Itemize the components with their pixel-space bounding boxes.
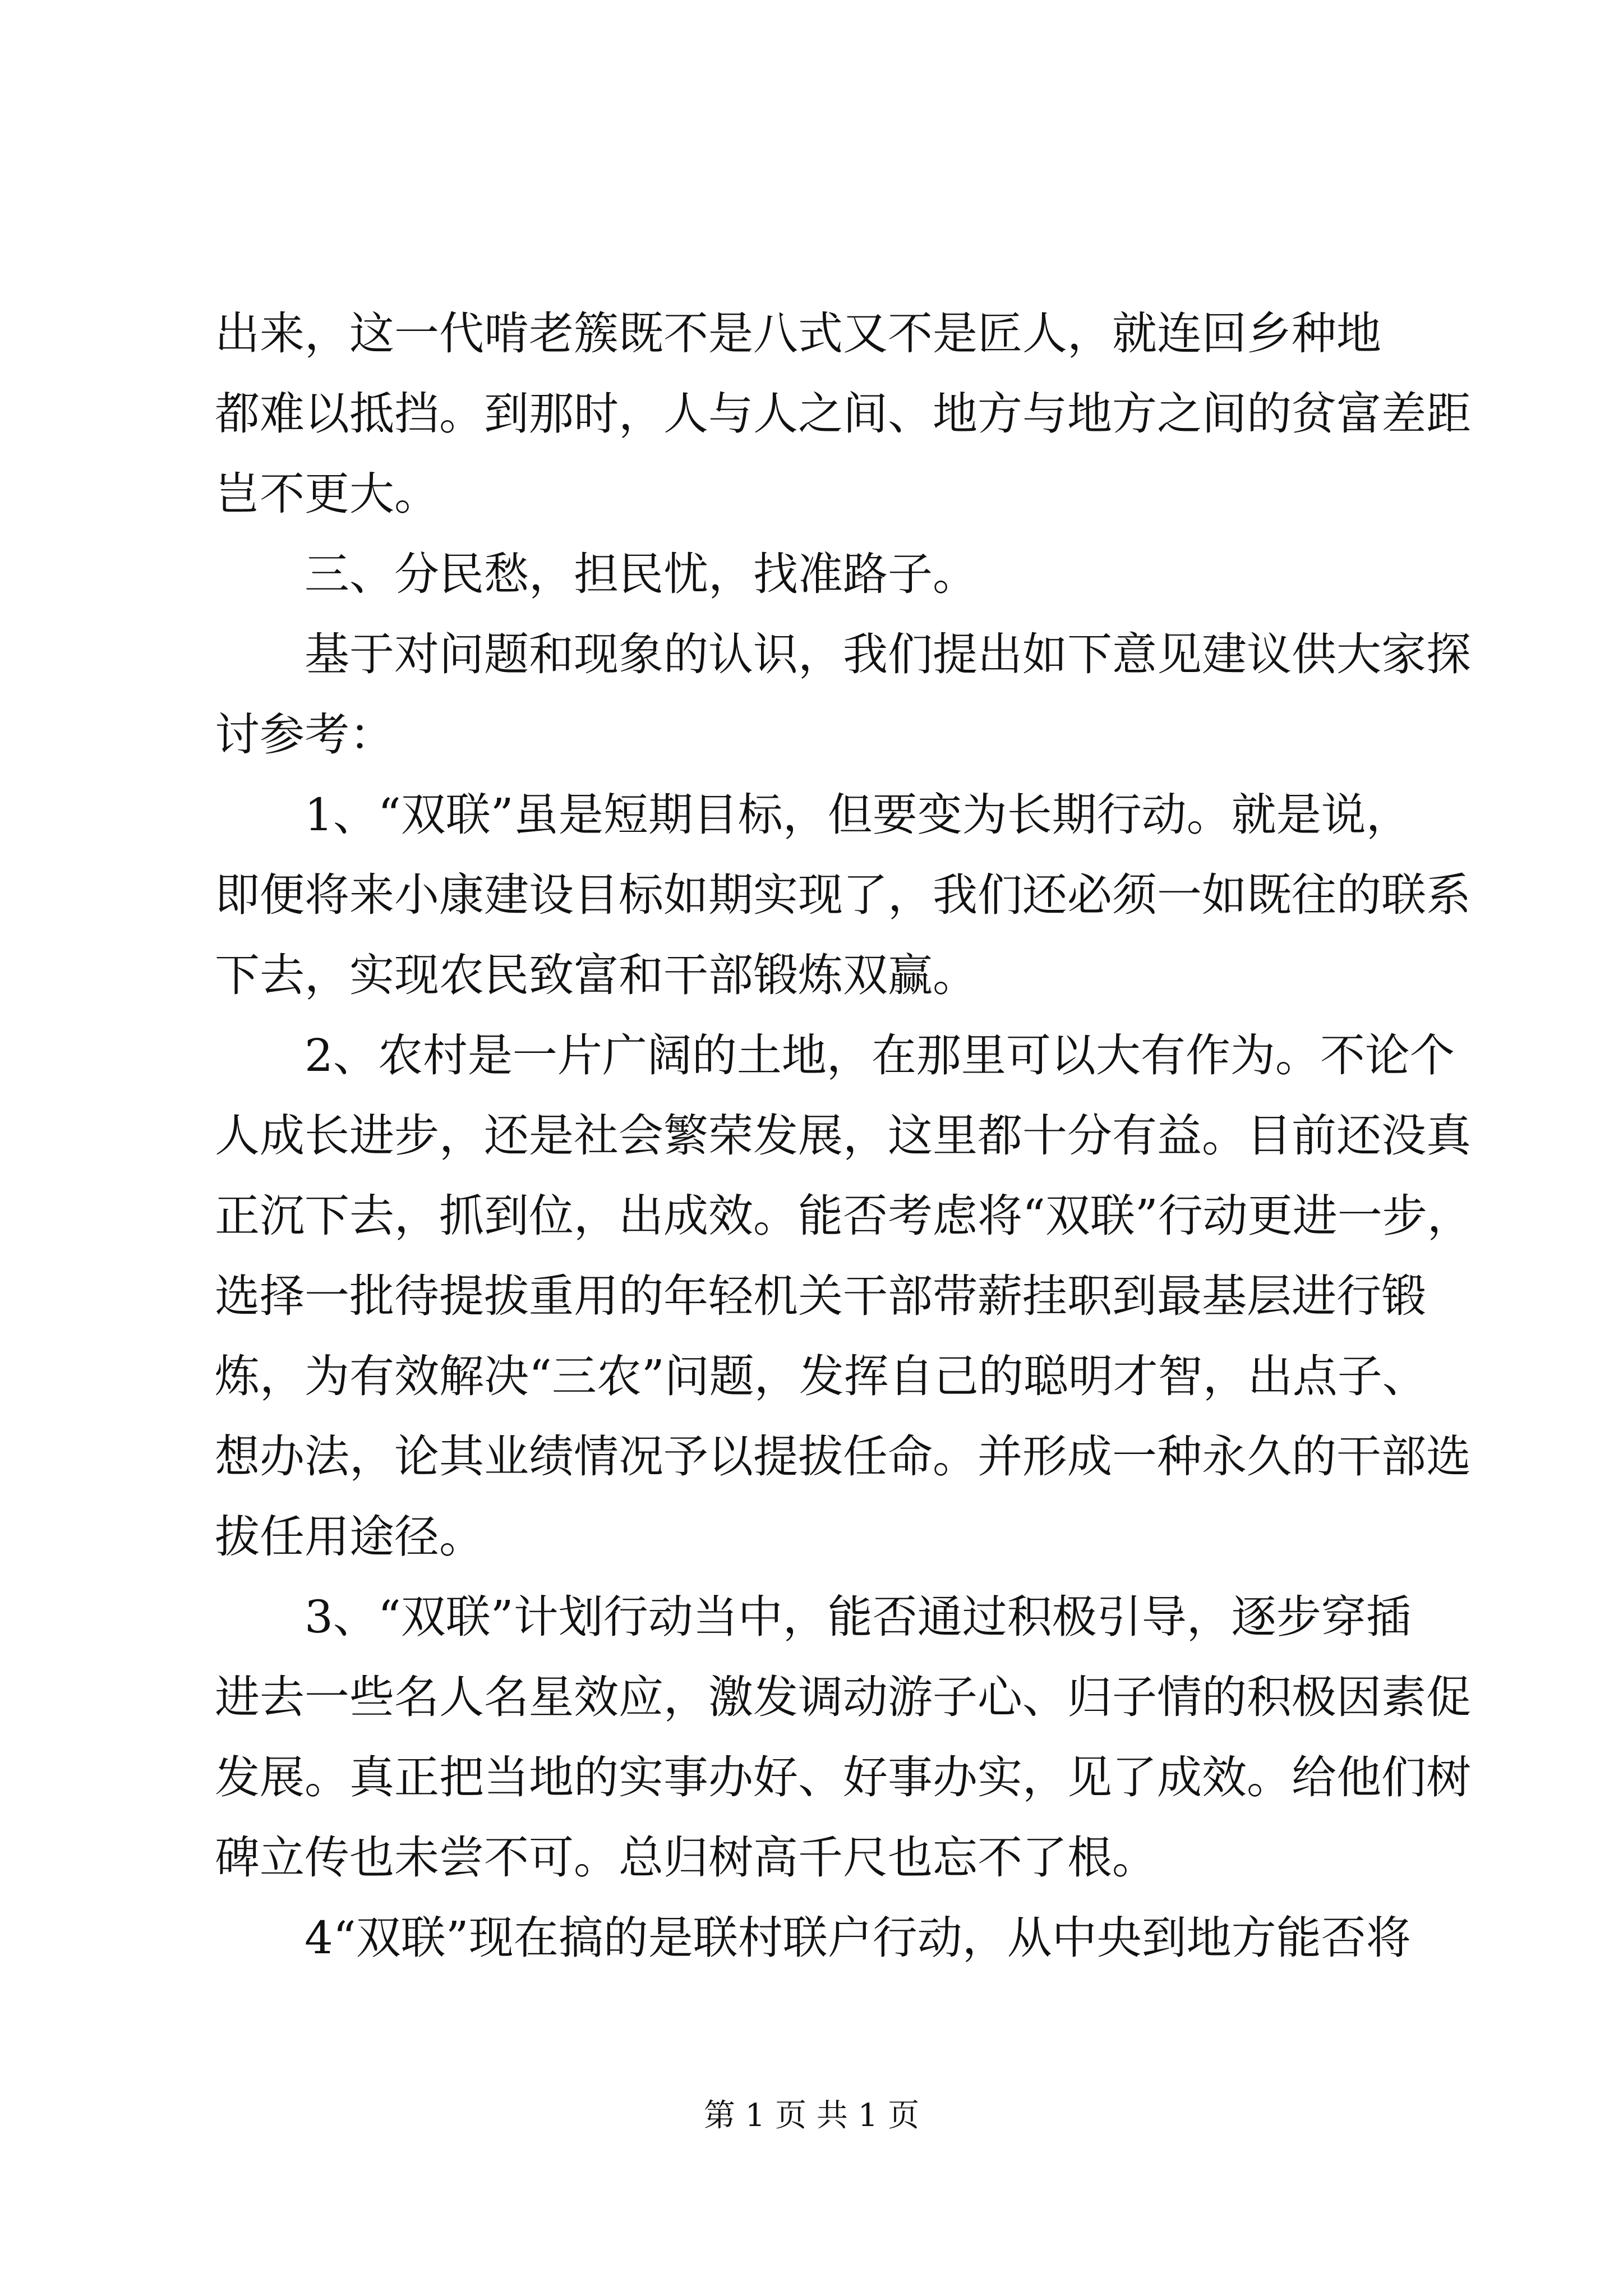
text-line: 讨参考： — [215, 708, 394, 761]
list-item-3: 3、“双联”计划行动当中，能否通过积极引导，逐步穿插 — [305, 1591, 1411, 1643]
list-item-2: 2、农村是一片广阔的土地，在那里可以大有作为。不论个 — [305, 1029, 1455, 1082]
text-line: 发展。真正把当地的实事办好、好事办实，见了成效。给他们树 — [215, 1751, 1471, 1803]
text-line: 选择一批待提拔重用的年轻机关干部带薪挂职到最基层进行锻 — [215, 1270, 1426, 1322]
text-line: 人成长进步，还是社会繁荣发展，这里都十分有益。目前还没真 — [215, 1110, 1471, 1162]
text-line: 基于对问题和现象的认识，我们提出如下意见建议供大家探 — [305, 628, 1471, 680]
text-line: 碑立传也未尝不可。总归树高千尺也忘不了根。 — [215, 1832, 1157, 1884]
text-line: 下去，实现农民致富和干部锻炼双赢。 — [215, 949, 978, 1001]
text-line: 拔任用途径。 — [215, 1511, 484, 1563]
text-line: 出来，这一代啃老簇既不是八式又不是匠人，就连回乡种地 — [215, 307, 1381, 360]
text-line: 想办法，论其业绩情况予以提拔任命。并形成一种永久的干部选 — [215, 1430, 1471, 1483]
text-line: 即便将来小康建设目标如期实现了，我们还必须一如既往的联系 — [215, 869, 1471, 921]
list-item-4: 4“双联”现在搞的是联村联户行动，从中央到地方能否将 — [305, 1912, 1411, 1964]
text-line: 岂不更大。 — [215, 468, 439, 520]
section-heading: 三、分民愁，担民忧，找准路子。 — [305, 548, 978, 600]
list-item-1: 1、“双联”虽是短期目标，但要变为长期行动。就是说， — [305, 789, 1411, 841]
page-number: 第 1 页 共 1 页 — [703, 2097, 920, 2134]
page-footer — [0, 2093, 1623, 2138]
text-line: 正沉下去，抓到位，出成效。能否考虑将“双联”行动更进一步， — [215, 1190, 1472, 1242]
text-line: 都难以抵挡。到那时，人与人之间、地方与地方之间的贫富差距 — [215, 388, 1471, 440]
text-line: 炼，为有效解决“三农”问题，发挥自己的聪明才智，出点子、 — [215, 1350, 1427, 1402]
document-body — [215, 293, 1472, 1978]
text-line: 进去一些名人名星效应，激发调动游子心、归子情的积极因素促 — [215, 1671, 1471, 1723]
